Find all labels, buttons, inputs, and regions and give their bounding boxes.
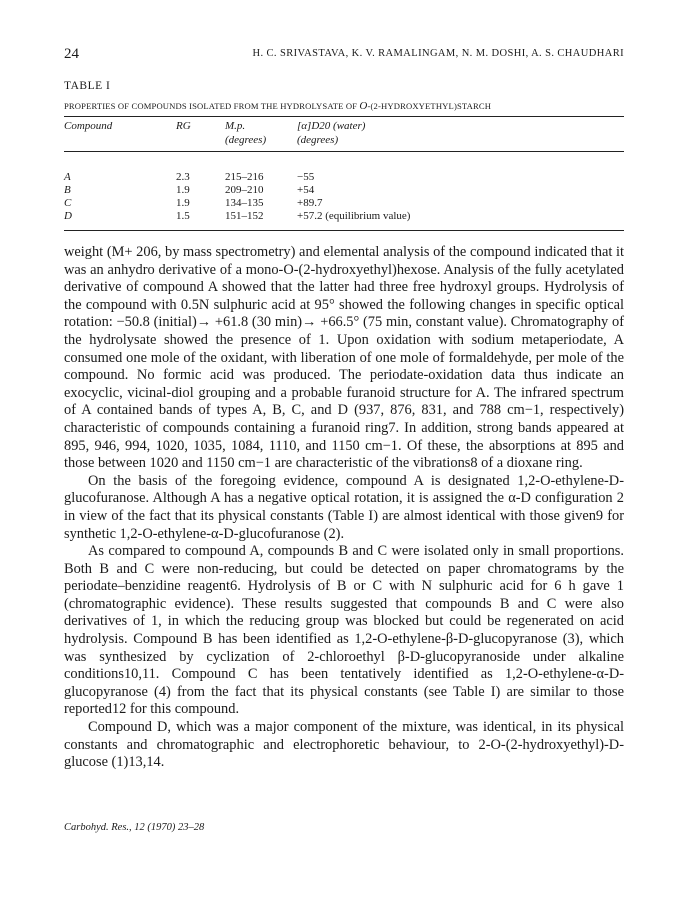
cell-rotation: +89.7 [297,197,323,209]
table-caption-italic: O [359,100,368,112]
table-header-rule [64,151,624,152]
table-label: TABLE I [64,80,111,92]
cell-compound: D [64,210,72,222]
cell-rotation: +57.2 (equilibrium value) [297,210,411,222]
table-top-rule [64,116,624,117]
column-header-compound: Compound [64,120,113,132]
body-paragraph: Compound D, which was a major component of the mixture, was identical, in its physical constants and chromatographic and electrophoretic behaviour, to 2-O-(2-hydroxyethyl)-D-glucose (1)13,14. [64,719,624,771]
cell-rg: 1.5 [176,210,190,222]
journal-citation-footer: Carbohyd. Res., 12 (1970) 23–28 [64,822,205,833]
page-number: 24 [64,46,79,62]
cell-compound: C [64,197,72,209]
body-paragraph: weight (M+ 206, by mass spectrometry) and elemental analysis of the compound indicated that it was an anhydro derivative of a mono-O-(2-hydroxyethyl)hexose. Analysis of the fully acetylated derivative of compound A showed that the latter had three free hydroxyl groups. Hydrolysis of the compound with 0.5N sulphuric acid at 95° showed the following changes in specific optical rotation: −50.8 (initial)→ +61.8 (30 min)→ +66.5° (75 min, constant value). Chromatography of the hydrolysate showed the presence of 1. Upon oxidation with sodium metaperiodate, A consumed one mole of the oxidant, with liberation of one mole of formaldehyde, per mole of the compound. No formic acid was produced. The periodate-oxidation data thus indicate an exocyclic, vicinal-diol grouping and a probable furanoid structure for A. The infrared spectrum of A contained bands of types A, B, C, and D (937, 876, 831, and 788 cm−1, respectively) characteristic of compounds containing a furanoid ring7. In addition, strong bands appeared at 895, 946, 994, 1020, 1035, 1084, 1110, and 1150 cm−1. Of these, the absorptions at 895 and those between 1020 and 1150 cm−1 are characteristic of the vibrations8 of a dioxane ring. [64,244,624,472]
cell-compound: A [64,171,71,183]
running-head: H. C. SRIVASTAVA, K. V. RAMALINGAM, N. M. DOSHI, A. S. CHAUDHARI [252,48,624,59]
body-paragraph: On the basis of the foregoing evidence, compound A is designated 1,2-O-ethylene-D-glucofuranose. Although A has a negative optical rotation, it is assigned the α-D configuration 2 in view of the fact that its physical constants (Table I) are almost identical with those given9 for synthetic 1,2-O-ethylene-α-D-glucofuranose (2). [64,472,624,542]
cell-compound: B [64,184,71,196]
cell-rotation: +54 [297,184,315,196]
cell-rg: 1.9 [176,197,190,209]
cell-rg: 1.9 [176,184,190,196]
table-caption-end: -(2-HYDROXYETHYL)STARCH [367,101,492,111]
table-bottom-rule [64,230,624,231]
column-header-rotation-units: (degrees) [297,134,339,146]
body-paragraph: As compared to compound A, compounds B and C were isolated only in small proportions. Both B and C were non-reducing, but could be detected on paper chromatograms by the periodate–benzidine reagent6. Hydrolysis of B or C with N sulphuric acid for 6 h gave 1 (chromatographic evidence). These results suggested that compounds B and C were also derivatives of 1, in which the reducing group was blocked but could be regenerated on acid hydrolysis. Compound B has been identified as 1,2-O-ethylene-β-D-glucopyranose (3), which was synthesized by cyclization of 2-chloroethyl β-D-glucopyranoside under alkaline conditions10,11. Compound C has been tentatively identified as 1,2-O-ethylene-α-D-glucopyranose (4) from the fact that its physical constants (see Table I) are similar to those reported12 for this compound. [64,543,624,718]
column-header-mp: M.p. [225,120,246,132]
cell-mp: 134–135 [225,197,264,209]
column-header-rg: RG [176,120,191,132]
table-caption-start: PROPERTIES OF COMPOUNDS ISOLATED FROM THE HYDROLYSATE OF [64,101,360,111]
cell-rotation: −55 [297,171,315,183]
body-text [64,244,624,772]
cell-mp: 209–210 [225,184,264,196]
cell-mp: 151–152 [225,210,264,222]
table-caption [64,100,491,112]
column-header-rotation: [α]D20 (water) [297,120,366,132]
column-header-mp-units: (degrees) [225,134,267,146]
page-header [64,46,624,66]
cell-rg: 2.3 [176,171,190,183]
cell-mp: 215–216 [225,171,264,183]
